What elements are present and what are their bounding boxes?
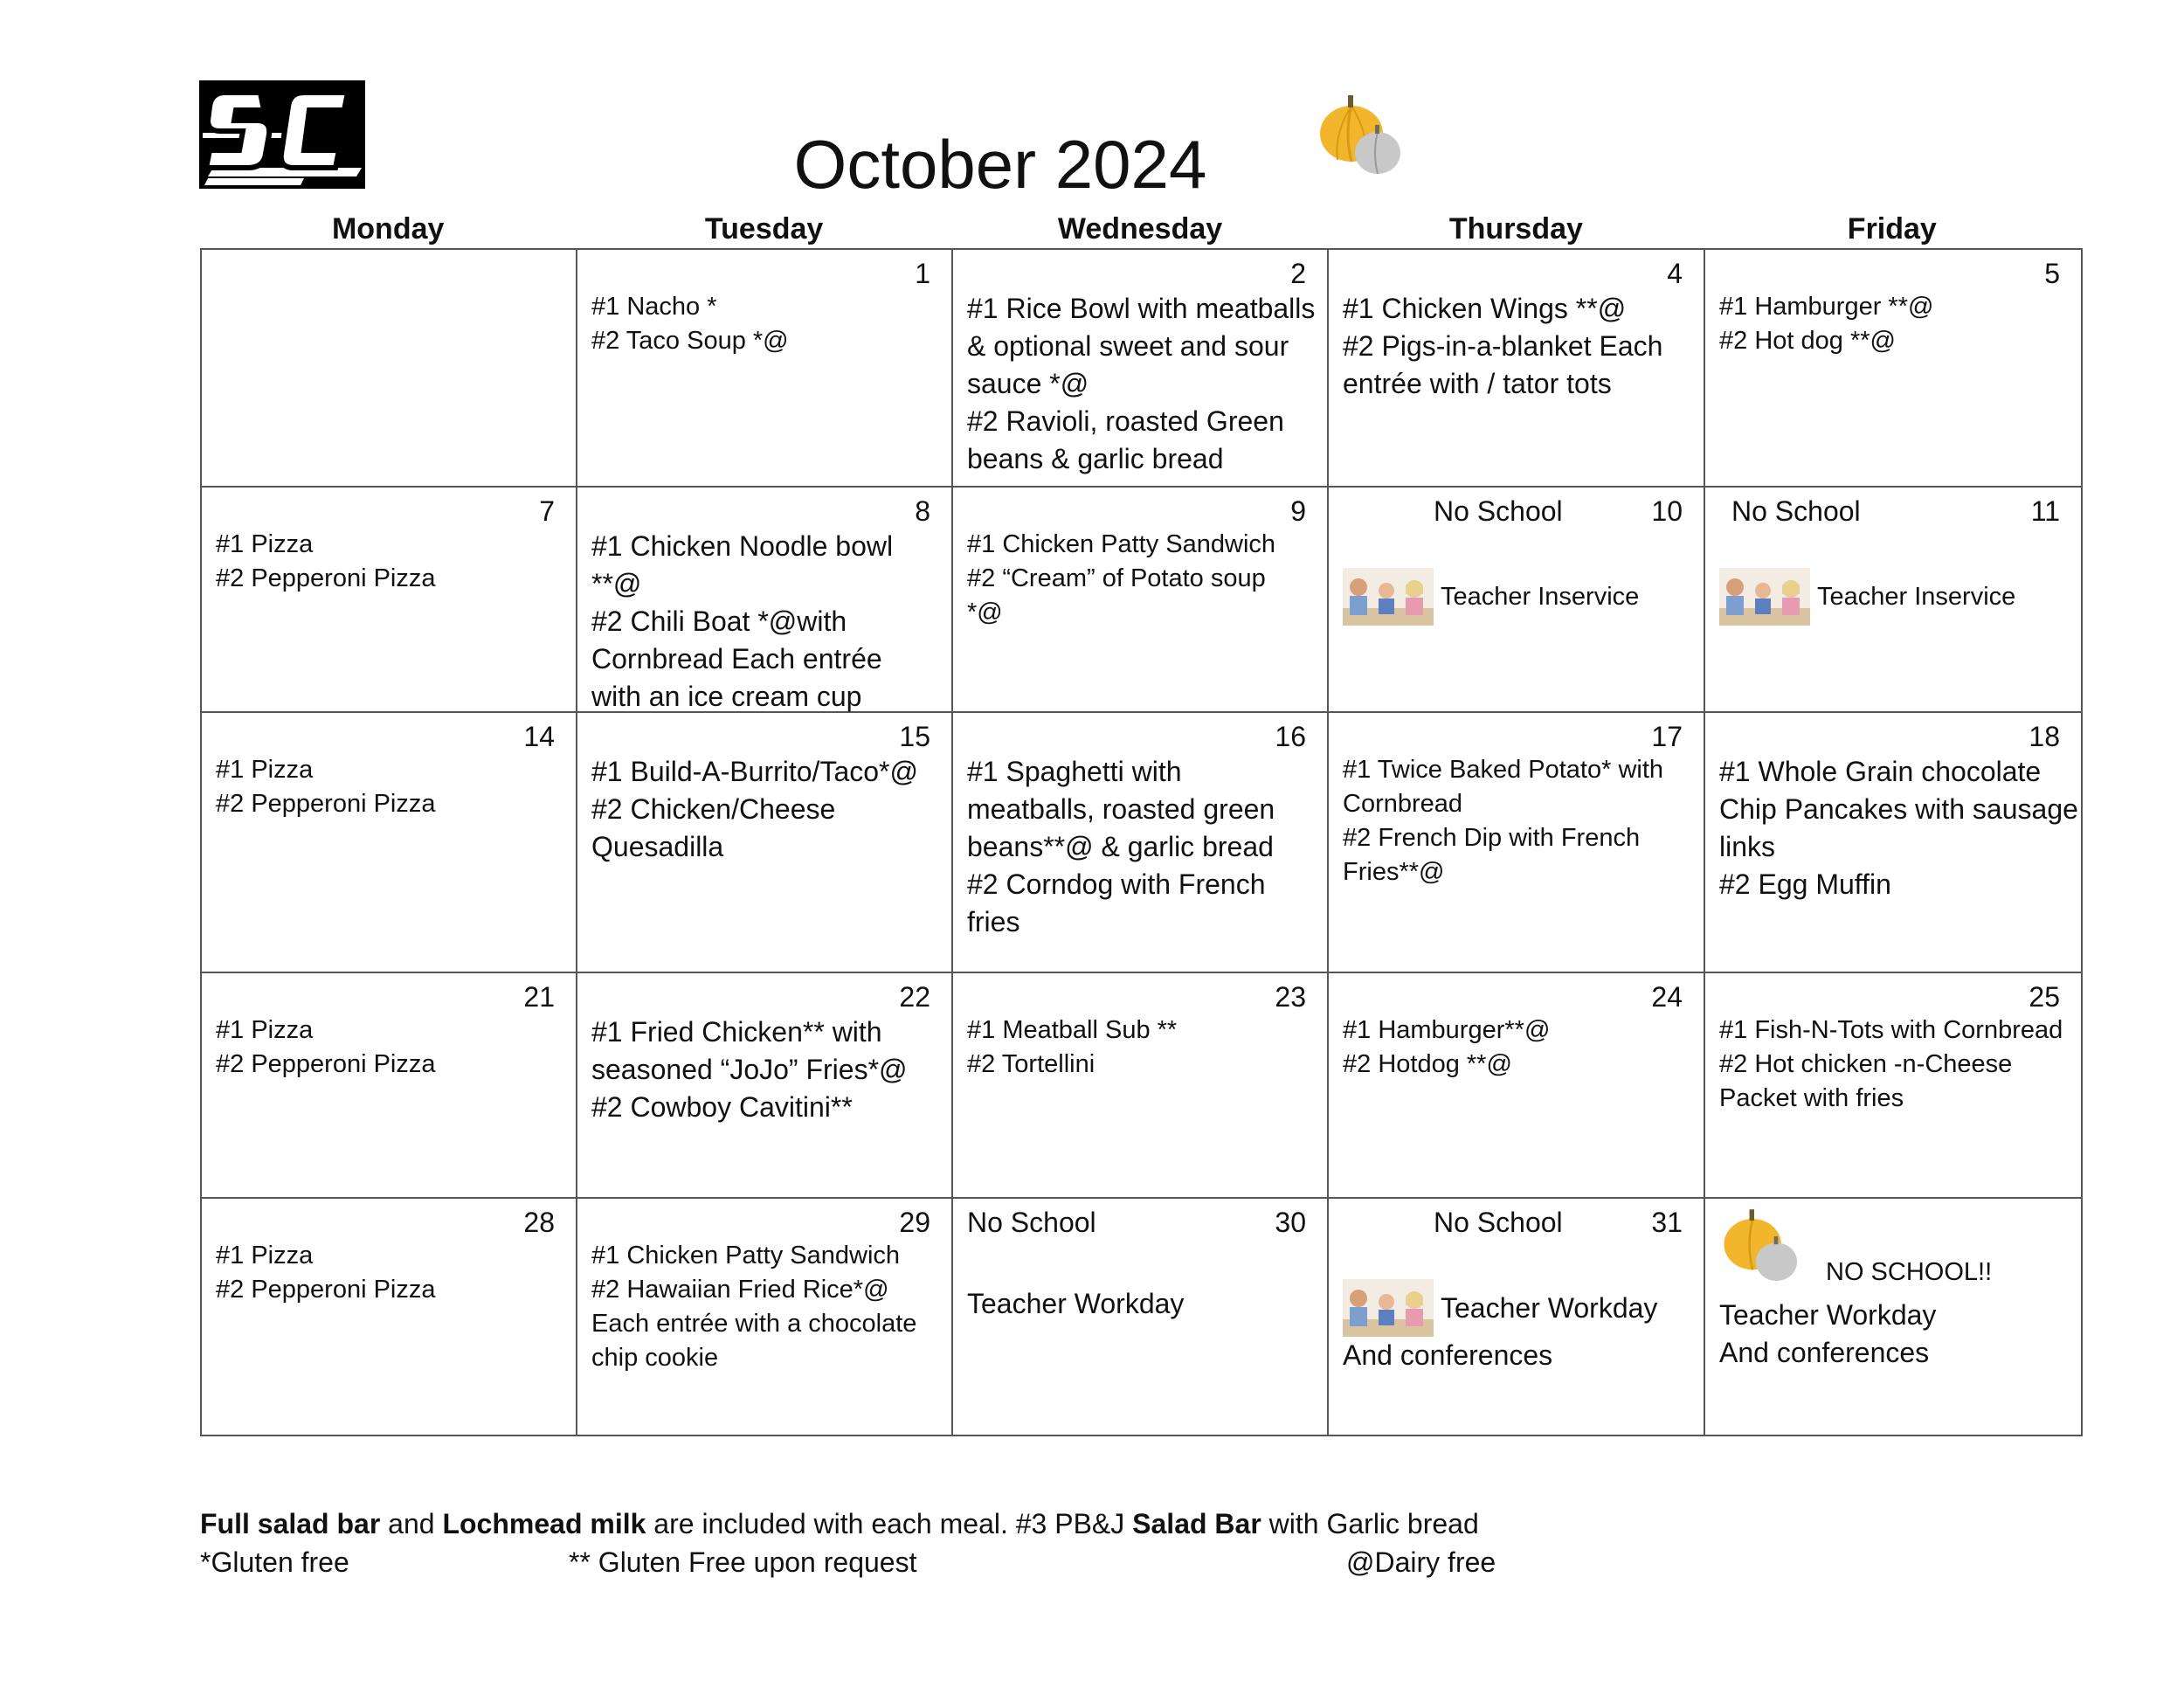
- menu-item: #2 Ravioli, roasted Green: [967, 405, 1284, 437]
- event-label: Teacher Workday: [1441, 1291, 1658, 1324]
- day-number: 28: [523, 1207, 555, 1238]
- day-cell: [1704, 972, 2082, 1198]
- menu-item: #1 Chicken Noodle bowl: [591, 530, 894, 562]
- day-friday: Friday: [1847, 212, 1937, 246]
- day-cell: [577, 712, 952, 972]
- day-cell: [201, 972, 577, 1198]
- menu-item: Packet with fries: [1719, 1084, 1904, 1112]
- day-cell: [952, 972, 1328, 1198]
- inservice-row: [1343, 568, 1691, 626]
- menu-item: with an ice cream cup: [591, 681, 862, 712]
- menu-item: Each entrée with a chocolate: [591, 1310, 917, 1338]
- day-number: 8: [915, 495, 930, 527]
- inservice-row: [1719, 568, 2069, 626]
- day-number: 29: [899, 1207, 930, 1238]
- day-number: 30: [1275, 1207, 1306, 1238]
- pumpkin-block: [1719, 1206, 2069, 1297]
- menu-item: #2 Pepperoni Pizza: [216, 790, 436, 818]
- day-number: 2: [1290, 258, 1306, 289]
- menu-item: #1 Pizza: [216, 1242, 314, 1269]
- menu-item: #1 Rice Bowl with meatballs: [967, 293, 1316, 324]
- day-number: 25: [2028, 981, 2060, 1013]
- menu-item: #2 Hotdog **@: [1343, 1050, 1512, 1078]
- day-cell: [952, 1198, 1328, 1435]
- menu-item: Fries**@: [1343, 858, 1445, 886]
- menu-item: **@: [591, 568, 642, 599]
- day-number: 7: [539, 495, 555, 527]
- event-label: Teacher Inservice: [1441, 582, 1640, 611]
- day-cell: [201, 487, 577, 712]
- calendar-grid: [200, 248, 2083, 1436]
- day-cell: [1704, 1198, 2082, 1435]
- menu-item: #1 Chicken Wings **@: [1343, 293, 1627, 324]
- menu-item: #1 Fish-N-Tots with Cornbread: [1719, 1016, 2063, 1044]
- week-row: [201, 1198, 2082, 1435]
- menu-item: entrée with / tator tots: [1343, 368, 1612, 399]
- menu-item: #1 Build-A-Burrito/Taco*@: [591, 756, 918, 787]
- day-cell: [1328, 487, 1704, 712]
- menu-item: Teacher Workday: [1719, 1299, 1937, 1331]
- menu-item: links: [1719, 831, 1776, 862]
- menu-item: #1 Nacho *: [591, 293, 717, 321]
- footer-text-1: and: [380, 1508, 443, 1539]
- menu-item: Cornbread: [1343, 790, 1463, 818]
- menu-item: #1 Twice Baked Potato* with: [1343, 756, 1664, 784]
- menu-item: Cornbread Each entrée: [591, 643, 882, 675]
- footer-text-3: with Garlic bread: [1261, 1508, 1479, 1539]
- day-cell: [952, 487, 1328, 712]
- menu-item: meatballs, roasted green: [967, 793, 1275, 825]
- day-cell: [577, 487, 952, 712]
- footer-text-2: are included with each meal. #3 PB&J: [646, 1508, 1133, 1539]
- menu-item: #2 Tortellini: [967, 1050, 1095, 1078]
- menu-item: #2 Taco Soup *@: [591, 327, 789, 355]
- no-school-banner: NO SCHOOL!!: [1826, 1258, 1993, 1286]
- menu-item: And conferences: [1719, 1337, 1930, 1368]
- menu-item: #1 Pizza: [216, 530, 314, 558]
- menu-item: #1 Fried Chicken** with: [591, 1016, 882, 1048]
- day-number: 5: [2044, 258, 2060, 289]
- day-cell: [577, 1198, 952, 1435]
- menu-item: sauce *@: [967, 368, 1089, 399]
- day-cell: [1704, 249, 2082, 487]
- menu-item: fries: [967, 906, 1020, 937]
- day-number: 17: [1651, 721, 1683, 752]
- day-number: 1: [915, 258, 930, 289]
- day-cell: [1704, 712, 2082, 972]
- menu-item: #2 Hot dog **@: [1719, 327, 1896, 355]
- day-number: 23: [1275, 981, 1306, 1013]
- menu-item: beans & garlic bread: [967, 443, 1224, 474]
- menu-item: *@: [967, 598, 1003, 626]
- week-row: [201, 249, 2082, 487]
- day-cell: [1704, 487, 2082, 712]
- footer-bold-3: Salad Bar: [1132, 1508, 1261, 1539]
- menu-item: #2 Pigs-in-a-blanket Each: [1343, 330, 1663, 362]
- day-number: 15: [899, 721, 930, 752]
- menu-item: #1 Pizza: [216, 756, 314, 784]
- week-row: [201, 487, 2082, 712]
- menu-item: #2 Pepperoni Pizza: [216, 1050, 436, 1078]
- day-cell: [577, 249, 952, 487]
- day-number: 22: [899, 981, 930, 1013]
- page-title: October 2024: [793, 126, 1207, 203]
- day-monday: Monday: [331, 212, 445, 246]
- day-number: 16: [1275, 721, 1306, 752]
- day-wednesday: Wednesday: [1057, 212, 1223, 246]
- menu-item: #1 Chicken Patty Sandwich: [967, 530, 1276, 558]
- footer-note: [200, 1505, 1479, 1543]
- day-number: 10: [1651, 495, 1683, 527]
- day-tuesday: Tuesday: [704, 212, 824, 246]
- footer-bold-1: Full salad bar: [200, 1508, 381, 1539]
- menu-item: #2 Chicken/Cheese: [591, 793, 836, 825]
- menu-item: #1 Spaghetti with: [967, 756, 1182, 787]
- day-number: 21: [523, 981, 555, 1013]
- menu-item: #1 Hamburger**@: [1343, 1016, 1551, 1044]
- weekday-header: [200, 208, 2080, 250]
- day-cell: [577, 972, 952, 1198]
- no-school-label: No School: [967, 1207, 1096, 1238]
- menu-item: And conferences: [1343, 1339, 1553, 1371]
- menu-item: Quesadilla: [591, 831, 724, 862]
- menu-item: & optional sweet and sour: [967, 330, 1289, 362]
- day-number: [216, 257, 563, 290]
- day-cell: [1328, 972, 1704, 1198]
- day-cell: [1328, 712, 1704, 972]
- menu-item: #2 French Dip with French: [1343, 824, 1641, 852]
- event-label: Teacher Inservice: [1817, 582, 2016, 611]
- menu-item: #2 “Cream” of Potato soup: [967, 564, 1266, 592]
- menu-item: #1 Pizza: [216, 1016, 314, 1044]
- inservice-row: [1343, 1279, 1691, 1337]
- legend-dairy-free: @Dairy free: [1346, 1546, 1496, 1578]
- pumpkin-icon: [1719, 1206, 1807, 1286]
- menu-item: Teacher Workday: [967, 1288, 1185, 1319]
- day-cell: [952, 712, 1328, 972]
- day-cell: [952, 249, 1328, 487]
- day-cell: [201, 1198, 577, 1435]
- menu-item: #2 Hot chicken -n-Cheese: [1719, 1050, 2013, 1078]
- week-row: [201, 712, 2082, 972]
- day-cell: [1328, 1198, 1704, 1435]
- children-image: [1343, 568, 1434, 626]
- day-number: 24: [1651, 981, 1683, 1013]
- day-cell: [201, 249, 577, 487]
- day-number: 11: [2030, 495, 2060, 527]
- day-number: 14: [523, 721, 555, 752]
- menu-item: #1 Meatball Sub **: [967, 1016, 1178, 1044]
- no-school-label: No School: [1434, 495, 1563, 527]
- menu-item: seasoned “JoJo” Fries*@: [591, 1054, 908, 1085]
- menu-item: #2 Corndog with French: [967, 868, 1266, 900]
- menu-item: #2 Pepperoni Pizza: [216, 1276, 436, 1304]
- children-image: [1719, 568, 1810, 626]
- menu-item: #2 Pepperoni Pizza: [216, 564, 436, 592]
- menu-item: #2 Chili Boat *@with: [591, 605, 847, 637]
- day-number: 4: [1667, 258, 1683, 289]
- pumpkin-icon: [1315, 92, 1411, 179]
- legend-gluten-free: *Gluten free: [200, 1546, 349, 1578]
- menu-item: #2 Cowboy Cavitini**: [591, 1091, 853, 1123]
- menu-item: [967, 1248, 1315, 1285]
- menu-item: #2 Hawaiian Fried Rice*@: [591, 1276, 889, 1304]
- menu-item: Chip Pancakes with sausage: [1719, 793, 2078, 825]
- menu-item: beans**@ & garlic bread: [967, 831, 1274, 862]
- day-number: 9: [1290, 495, 1306, 527]
- day-thursday: Thursday: [1448, 212, 1583, 246]
- menu-item: #1 Whole Grain chocolate: [1719, 756, 2042, 787]
- no-school-label: No School: [1731, 495, 1861, 527]
- day-number: 18: [2028, 721, 2060, 752]
- menu-item: #1 Chicken Patty Sandwich: [591, 1242, 901, 1269]
- menu-item: #1 Hamburger **@: [1719, 293, 1934, 321]
- day-cell: [1328, 249, 1704, 487]
- menu-item: chip cookie: [591, 1344, 719, 1372]
- children-image: [1343, 1279, 1434, 1337]
- day-cell: [201, 712, 577, 972]
- footer-bold-2: Lochmead milk: [442, 1508, 646, 1539]
- legend-gluten-free-request: ** Gluten Free upon request: [569, 1546, 917, 1578]
- menu-item: #2 Egg Muffin: [1719, 868, 1891, 900]
- week-row: [201, 972, 2082, 1198]
- day-number: 31: [1651, 1207, 1683, 1238]
- no-school-label: No School: [1434, 1207, 1563, 1238]
